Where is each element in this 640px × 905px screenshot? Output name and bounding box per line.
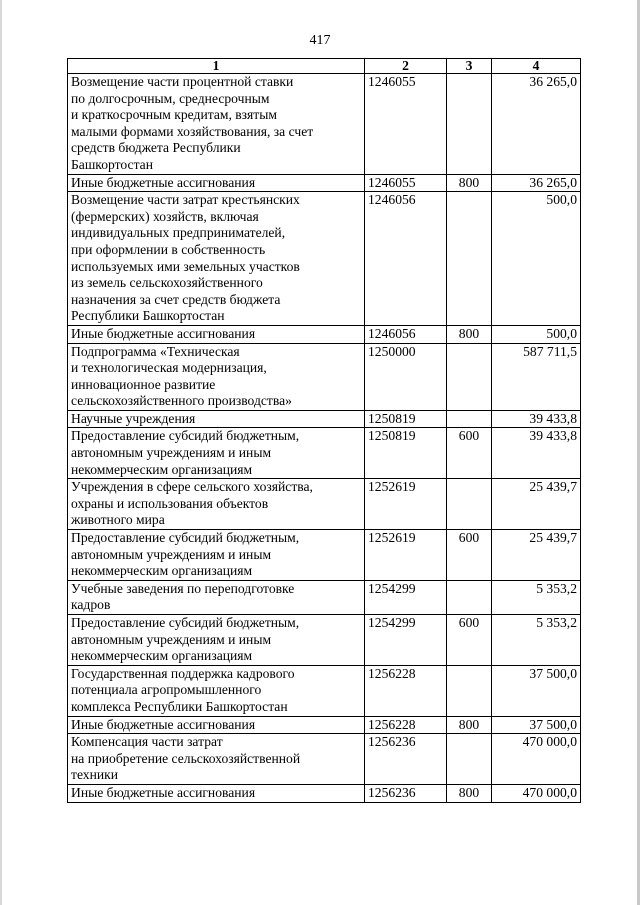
row-type-cell bbox=[447, 580, 492, 614]
row-type-cell bbox=[447, 479, 492, 530]
table-row bbox=[68, 665, 581, 716]
table-row bbox=[68, 74, 581, 175]
row-type-cell: 600 bbox=[447, 428, 492, 479]
table-row bbox=[68, 734, 581, 785]
row-name-cell: Предоставление субсидий бюджетным, автономным учреждениям и иным некоммерческим организациям bbox=[68, 530, 365, 581]
row-code-cell: 1256228 bbox=[365, 716, 447, 734]
row-type-cell bbox=[447, 665, 492, 716]
budget-table bbox=[67, 58, 581, 803]
column-header-amount: 4 bbox=[492, 59, 581, 74]
table-row bbox=[68, 343, 581, 410]
row-amount-cell: 25 439,7 bbox=[492, 479, 581, 530]
row-code-cell: 1256236 bbox=[365, 734, 447, 785]
row-name-cell: Государственная поддержка кадрового потенциала агропромышленного комплекса Республики Башкортостан bbox=[68, 665, 365, 716]
row-name-cell: Иные бюджетные ассигнования bbox=[68, 174, 365, 192]
row-code-cell: 1256236 bbox=[365, 784, 447, 802]
row-type-cell: 800 bbox=[447, 325, 492, 343]
row-amount-cell: 587 711,5 bbox=[492, 343, 581, 410]
row-type-cell: 600 bbox=[447, 530, 492, 581]
table-row bbox=[68, 410, 581, 428]
row-name-cell: Подпрограмма «Техническая и технологическая модернизация, инновационное развитие сельскохозяйственного производства» bbox=[68, 343, 365, 410]
row-amount-cell: 500,0 bbox=[492, 192, 581, 326]
row-code-cell: 1252619 bbox=[365, 530, 447, 581]
row-name-cell: Учреждения в сфере сельского хозяйства, охраны и использования объектов животного мира bbox=[68, 479, 365, 530]
row-name-cell: Возмещение части процентной ставки по долгосрочным, среднесрочным и краткосрочным кредитам, взятым малыми формами хозяйствования, за счет средств бюджета Республики Башкортостан bbox=[68, 74, 365, 175]
table-row bbox=[68, 192, 581, 326]
row-code-cell: 1246055 bbox=[365, 74, 447, 175]
row-name-cell: Компенсация части затрат на приобретение сельскохозяйственной техники bbox=[68, 734, 365, 785]
row-amount-cell: 500,0 bbox=[492, 325, 581, 343]
row-amount-cell: 5 353,2 bbox=[492, 580, 581, 614]
column-header-name: 1 bbox=[68, 59, 365, 74]
row-amount-cell: 39 433,8 bbox=[492, 410, 581, 428]
row-name-cell: Научные учреждения bbox=[68, 410, 365, 428]
row-code-cell: 1254299 bbox=[365, 580, 447, 614]
row-type-cell bbox=[447, 410, 492, 428]
table-row bbox=[68, 580, 581, 614]
row-amount-cell: 39 433,8 bbox=[492, 428, 581, 479]
row-name-cell: Учебные заведения по переподготовке кадров bbox=[68, 580, 365, 614]
row-code-cell: 1250000 bbox=[365, 343, 447, 410]
row-name-cell: Возмещение части затрат крестьянских (фермерских) хозяйств, включая индивидуальных предпринимателей, при оформлении в собственность используемых ими земельных участков из земель сельскохозяйственного назначения за счет средств бюджета Республики Башкортостан bbox=[68, 192, 365, 326]
row-amount-cell: 470 000,0 bbox=[492, 784, 581, 802]
page-number: 417 bbox=[309, 33, 331, 48]
row-amount-cell: 37 500,0 bbox=[492, 716, 581, 734]
row-code-cell: 1246056 bbox=[365, 192, 447, 326]
column-header-type: 3 bbox=[447, 59, 492, 74]
row-amount-cell: 36 265,0 bbox=[492, 74, 581, 175]
table-row bbox=[68, 428, 581, 479]
row-name-cell: Предоставление субсидий бюджетным, автономным учреждениям и иным некоммерческим организациям bbox=[68, 615, 365, 666]
table-header-row bbox=[68, 59, 581, 74]
row-name-cell: Иные бюджетные ассигнования bbox=[68, 325, 365, 343]
row-type-cell: 800 bbox=[447, 784, 492, 802]
row-amount-cell: 470 000,0 bbox=[492, 734, 581, 785]
row-code-cell: 1246055 bbox=[365, 174, 447, 192]
row-amount-cell: 5 353,2 bbox=[492, 615, 581, 666]
row-type-cell bbox=[447, 343, 492, 410]
table-row bbox=[68, 325, 581, 343]
row-name-cell: Иные бюджетные ассигнования bbox=[68, 784, 365, 802]
table-row bbox=[68, 615, 581, 666]
row-amount-cell: 37 500,0 bbox=[492, 665, 581, 716]
row-code-cell: 1256228 bbox=[365, 665, 447, 716]
row-code-cell: 1250819 bbox=[365, 428, 447, 479]
table-body bbox=[68, 74, 581, 803]
table-row bbox=[68, 530, 581, 581]
row-type-cell bbox=[447, 734, 492, 785]
table-row bbox=[68, 174, 581, 192]
row-type-cell bbox=[447, 74, 492, 175]
row-code-cell: 1252619 bbox=[365, 479, 447, 530]
row-type-cell bbox=[447, 192, 492, 326]
row-amount-cell: 25 439,7 bbox=[492, 530, 581, 581]
scan-edge-left bbox=[0, 0, 2, 905]
row-type-cell: 800 bbox=[447, 174, 492, 192]
row-type-cell: 600 bbox=[447, 615, 492, 666]
row-type-cell: 800 bbox=[447, 716, 492, 734]
table-row bbox=[68, 479, 581, 530]
row-name-cell: Предоставление субсидий бюджетным, автономным учреждениям и иным некоммерческим организациям bbox=[68, 428, 365, 479]
row-code-cell: 1246056 bbox=[365, 325, 447, 343]
table-row bbox=[68, 784, 581, 802]
row-code-cell: 1254299 bbox=[365, 615, 447, 666]
row-amount-cell: 36 265,0 bbox=[492, 174, 581, 192]
row-name-cell: Иные бюджетные ассигнования bbox=[68, 716, 365, 734]
column-header-code: 2 bbox=[365, 59, 447, 74]
table-row bbox=[68, 716, 581, 734]
row-code-cell: 1250819 bbox=[365, 410, 447, 428]
